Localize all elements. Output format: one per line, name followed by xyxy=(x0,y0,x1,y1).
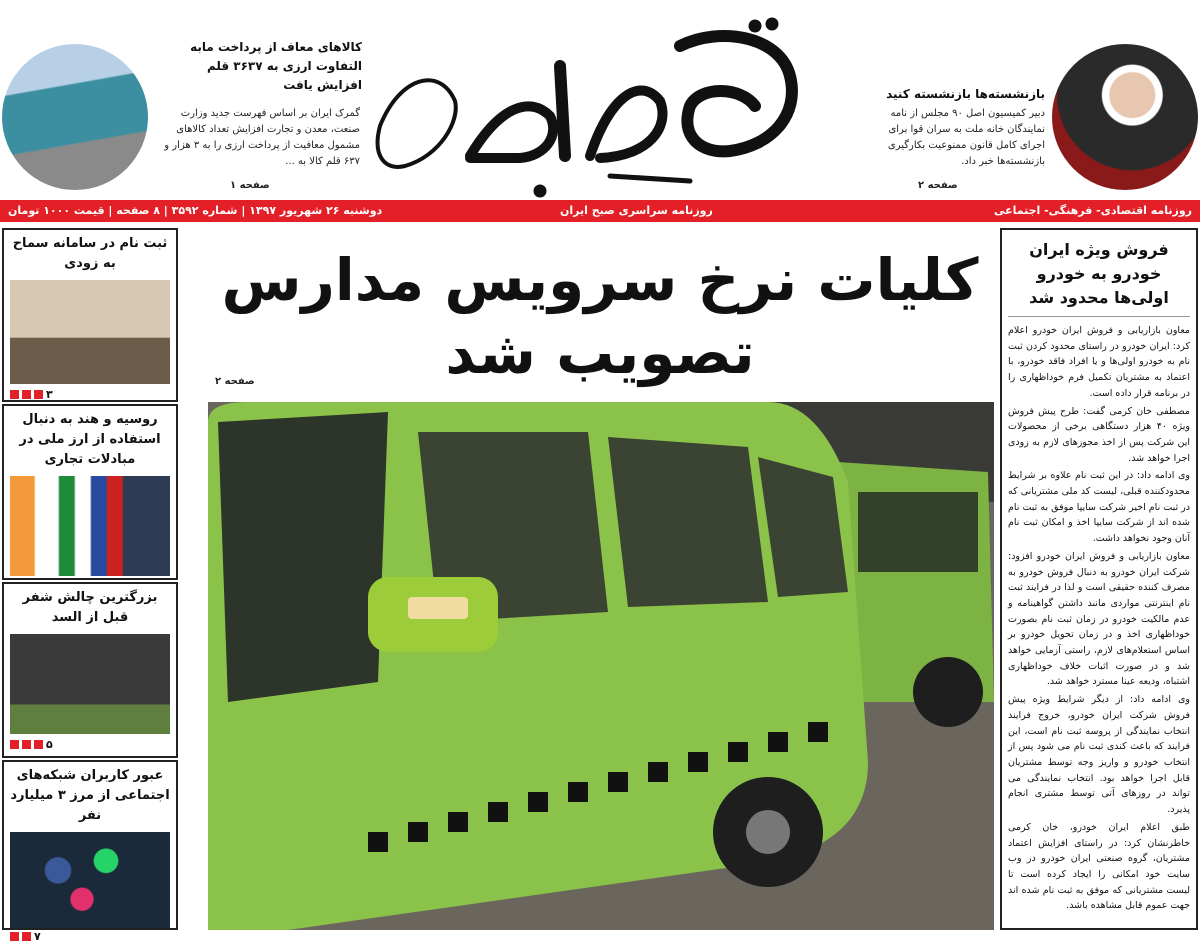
side-item-2[interactable] xyxy=(2,404,178,580)
article-paragraph: طبق اعلام ایران خودرو، خان کرمی خاطرنشان کرد: در راستای افزایش اعتماد مشتریان، گروه صنعتی ایران خودرو در وب سایت خود امکانی را ایجاد کرده است تا لیست مشتریانی که موفق به ثبت نام شده اند جهت عموم قابل مشاهده باشد. xyxy=(1008,821,1190,912)
article-paragraph: وی ادامه داد: در این ثبت نام علاوه بر شرایط محدودکننده قبلی، لیست کد ملی مشتریانی که در ثبت نام اخیر شرکت سایپا موفق به ثبت نام شده اند از شرکت سایپا اخذ و امکان ثبت نام آنان وجود نخواهد داشت. xyxy=(1008,470,1190,545)
article-paragraph: مصطفی خان کرمی گفت: طرح پیش فروش ویژه ۴۰ هزار دستگاهی برخی از محصولات این شرکت پس از اخذ مجوزهای لازم به زودی اجرا خواهد شد. xyxy=(1008,405,1190,464)
page-badge: ۵ xyxy=(10,738,170,751)
top-right-headline[interactable]: بازنشسته‌ها بازنشسته کنید xyxy=(886,87,1045,101)
page-badge: ۳ xyxy=(10,388,170,401)
teaser-photo-portrait xyxy=(1052,44,1198,190)
right-article-body xyxy=(1008,323,1190,914)
side-item-photo xyxy=(10,476,170,576)
side-item-3[interactable] xyxy=(2,582,178,758)
top-left-body: گمرک ایران بر اساس فهرست جدید وزارت صنعت، معدن و تجارت افزایش تعداد کالاهای مشمول معافیت از پرداخت ارزی را به ۳ هزار و ۶۳۷ قلم کالا به ... xyxy=(164,108,360,167)
tagline: روزنامه سراسری صبح ایران xyxy=(560,204,713,217)
side-item-headline: بزرگترین چالش شفر قبل از السد xyxy=(22,590,158,625)
article-paragraph: معاون بازاریابی و فروش ایران خودرو افزود: شرکت ایران خودرو به دنبال فروش خودرو به مصرف کننده حقیقی است و لذا در فرایند ثبت نام اینترنتی مواردی مانند داشتن گواهینامه و عدم مالکیت خودرو در زمان ثبت نام بصورت خوداظهاری اخذ و در زمان تحویل خودرو بر اساس استعلام‌های لازم، راستی آزمایی خواهد شد و در صورت اثبات خلاف خوداظهاری اشتباه، ودیعه عینا مسترد خواهد شد. xyxy=(1008,550,1190,688)
top-left-page-ref[interactable]: صفحه ۱ xyxy=(230,180,270,191)
side-item-photo xyxy=(10,634,170,734)
article-paragraph: معاون بازاریابی و فروش ایران خودرو اعلام کرد: ایران خودرو در راستای محدود کردن ثبت نام به خودرو اولی‌ها و یا افراد فاقد خودرو، با اعتماد به مشتریان تکمیل فرم خوداظهاری را در برنامه قرار داده است. xyxy=(1008,325,1190,399)
side-item-photo xyxy=(10,832,170,928)
side-item-1[interactable] xyxy=(2,228,178,402)
right-article-headline: فروش ویژه ایران خودرو به خودرو اولی‌ها محدود شد xyxy=(1008,238,1190,317)
newspaper-logo xyxy=(360,6,820,196)
side-item-4[interactable] xyxy=(2,760,178,943)
side-item-headline: روسیه و هند به دنبال استفاده از ارز ملی در مبادلات تجاری xyxy=(19,412,161,467)
top-left-headline[interactable]: کالاهای معاف از پرداخت مابه التفاوت ارزی به ۳۶۳۷ قلم افزایش یافت xyxy=(190,40,362,92)
date-bar xyxy=(0,200,1200,222)
page-badge: ۷ xyxy=(10,930,170,943)
main-page-ref[interactable]: صفحه ۲ xyxy=(215,376,255,387)
issue-info: دوشنبه ۲۶ شهریور ۱۳۹۷ | شماره ۳۵۹۲ | ۸ صفحه | قیمت ۱۰۰۰ تومان xyxy=(8,204,383,217)
right-article[interactable] xyxy=(1000,228,1198,930)
teaser-photo-port xyxy=(2,44,148,190)
top-right-body: دبیر کمیسیون اصل ۹۰ مجلس از نامه نمایندگان خانه ملت به سران قوا برای اجرای کامل قانون ممنوعیت بکارگیری بازنشسته‌ها خبر داد. xyxy=(887,108,1045,167)
category-label: روزنامه اقتصادی- فرهنگی- اجتماعی xyxy=(993,204,1192,217)
main-headline-line1[interactable]: کلیات نرخ سرویس مدارس xyxy=(221,246,979,314)
top-right-page-ref[interactable]: صفحه ۲ xyxy=(918,180,958,191)
side-item-headline: عبور کاربران شبکه‌های اجتماعی از مرز ۳ میلیارد نفر xyxy=(10,768,170,823)
side-item-headline: ثبت نام در سامانه سماح به زودی xyxy=(12,236,168,271)
main-headline-line2[interactable]: تصویب شد xyxy=(445,319,755,387)
main-photo-school-vans xyxy=(208,402,994,930)
article-paragraph: وی ادامه داد: از دیگر شرایط ویژه پیش فروش شرکت ایران خودرو، خروج فرایند انتخاب نمایندگی از پروسه ثبت نام است، این فرایند که باعث کندی ثبت نام می شود پس از انتخاب خودرو و واریز وجه توسط مشتریان قابل اجرا خواهد بود. انتخاب نمایندگی می تواند در روزهای آتی توسط مشتری انجام پذیرد. xyxy=(1008,694,1190,816)
side-item-photo xyxy=(10,280,170,384)
